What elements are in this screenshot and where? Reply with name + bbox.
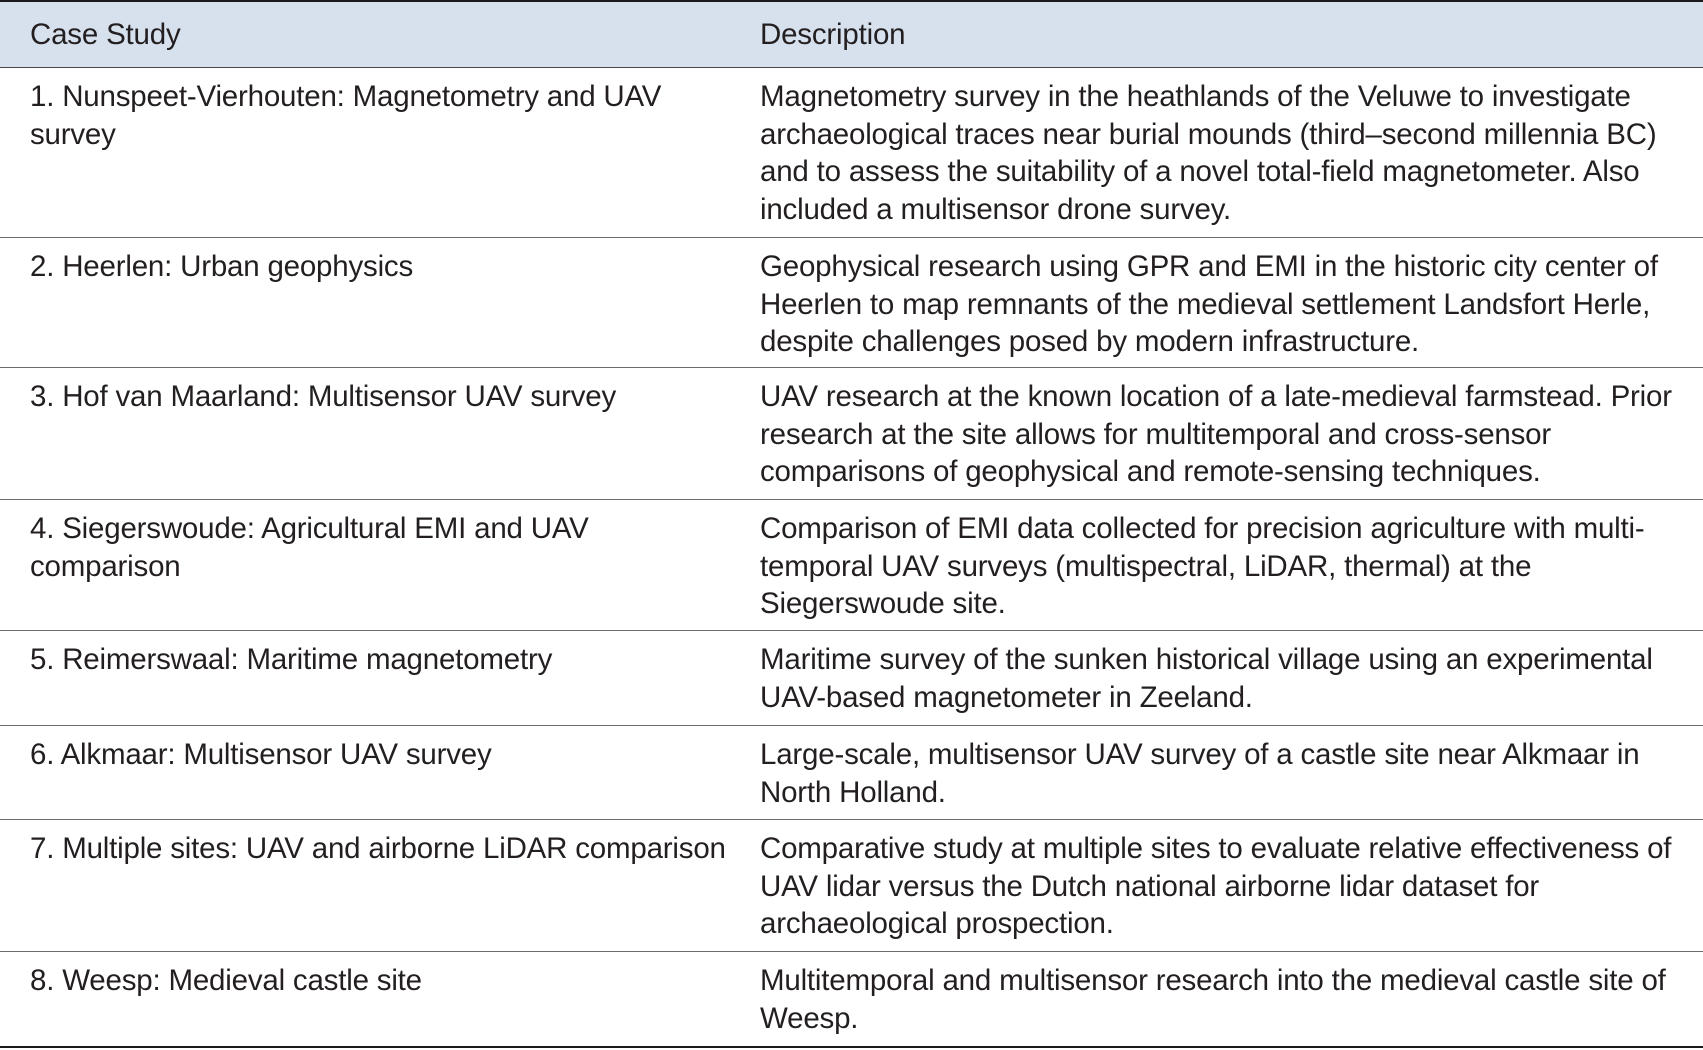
description-cell: Comparative study at multiple sites to evaluate relative effectiveness of UAV lidar versus the Dutch national airborne lidar dataset for archaeological prospection. [760,832,1672,940]
case-study-cell: 8. Weesp: Medieval castle site [30,964,422,997]
case-study-cell: 2. Heerlen: Urban geophysics [30,250,414,283]
table-row [0,820,1703,952]
description-cell: Comparison of EMI data collected for precision agriculture with multi-temporal UAV surveys (multispectral, LiDAR, thermal) at the Siegerswoude site. [760,512,1645,620]
table-header-row [0,2,1703,68]
case-study-cell: 5. Reimerswaal: Maritime magnetometry [30,643,553,676]
header-description: Description [760,17,906,51]
table-row [0,238,1703,368]
table-row [0,368,1703,500]
description-cell: UAV research at the known location of a late-medieval farmstead. Prior research at the site allows for multitemporal and cross-sensor comparisons of geophysical and remote-sensing techniques. [760,380,1672,488]
case-study-cell: 3. Hof van Maarland: Multisensor UAV survey [30,380,617,413]
table-row [0,68,1703,238]
case-study-cell: 1. Nunspeet-Vierhouten: Magnetometry and UAV survey [30,80,662,151]
case-study-cell: 7. Multiple sites: UAV and airborne LiDAR comparison [30,832,726,865]
table-row [0,631,1703,726]
description-cell: Multitemporal and multisensor research into the medieval castle site of Weesp. [760,964,1666,1035]
table-row [0,500,1703,631]
table-row [0,726,1703,820]
case-study-cell: 4. Siegerswoude: Agricultural EMI and UAV comparison [30,512,589,583]
description-cell: Geophysical research using GPR and EMI in the historic city center of Heerlen to map remnants of the medieval settlement Landsfort Herle, despite challenges posed by modern infrastructure. [760,250,1658,358]
header-case-study: Case Study [30,17,181,51]
case-study-cell: 6. Alkmaar: Multisensor UAV survey [30,738,492,771]
description-cell: Large-scale, multisensor UAV survey of a castle site near Alkmaar in North Holland. [760,738,1640,809]
table-row [0,952,1703,1046]
description-cell: Magnetometry survey in the heathlands of the Veluwe to investigate archaeological traces near burial mounds (third–second millennia BC) and to assess the suitability of a novel total-field magnetometer. Also included a multisensor drone survey. [760,80,1657,226]
description-cell: Maritime survey of the sunken historical village using an experimental UAV-based magnetometer in Zeeland. [760,643,1653,714]
